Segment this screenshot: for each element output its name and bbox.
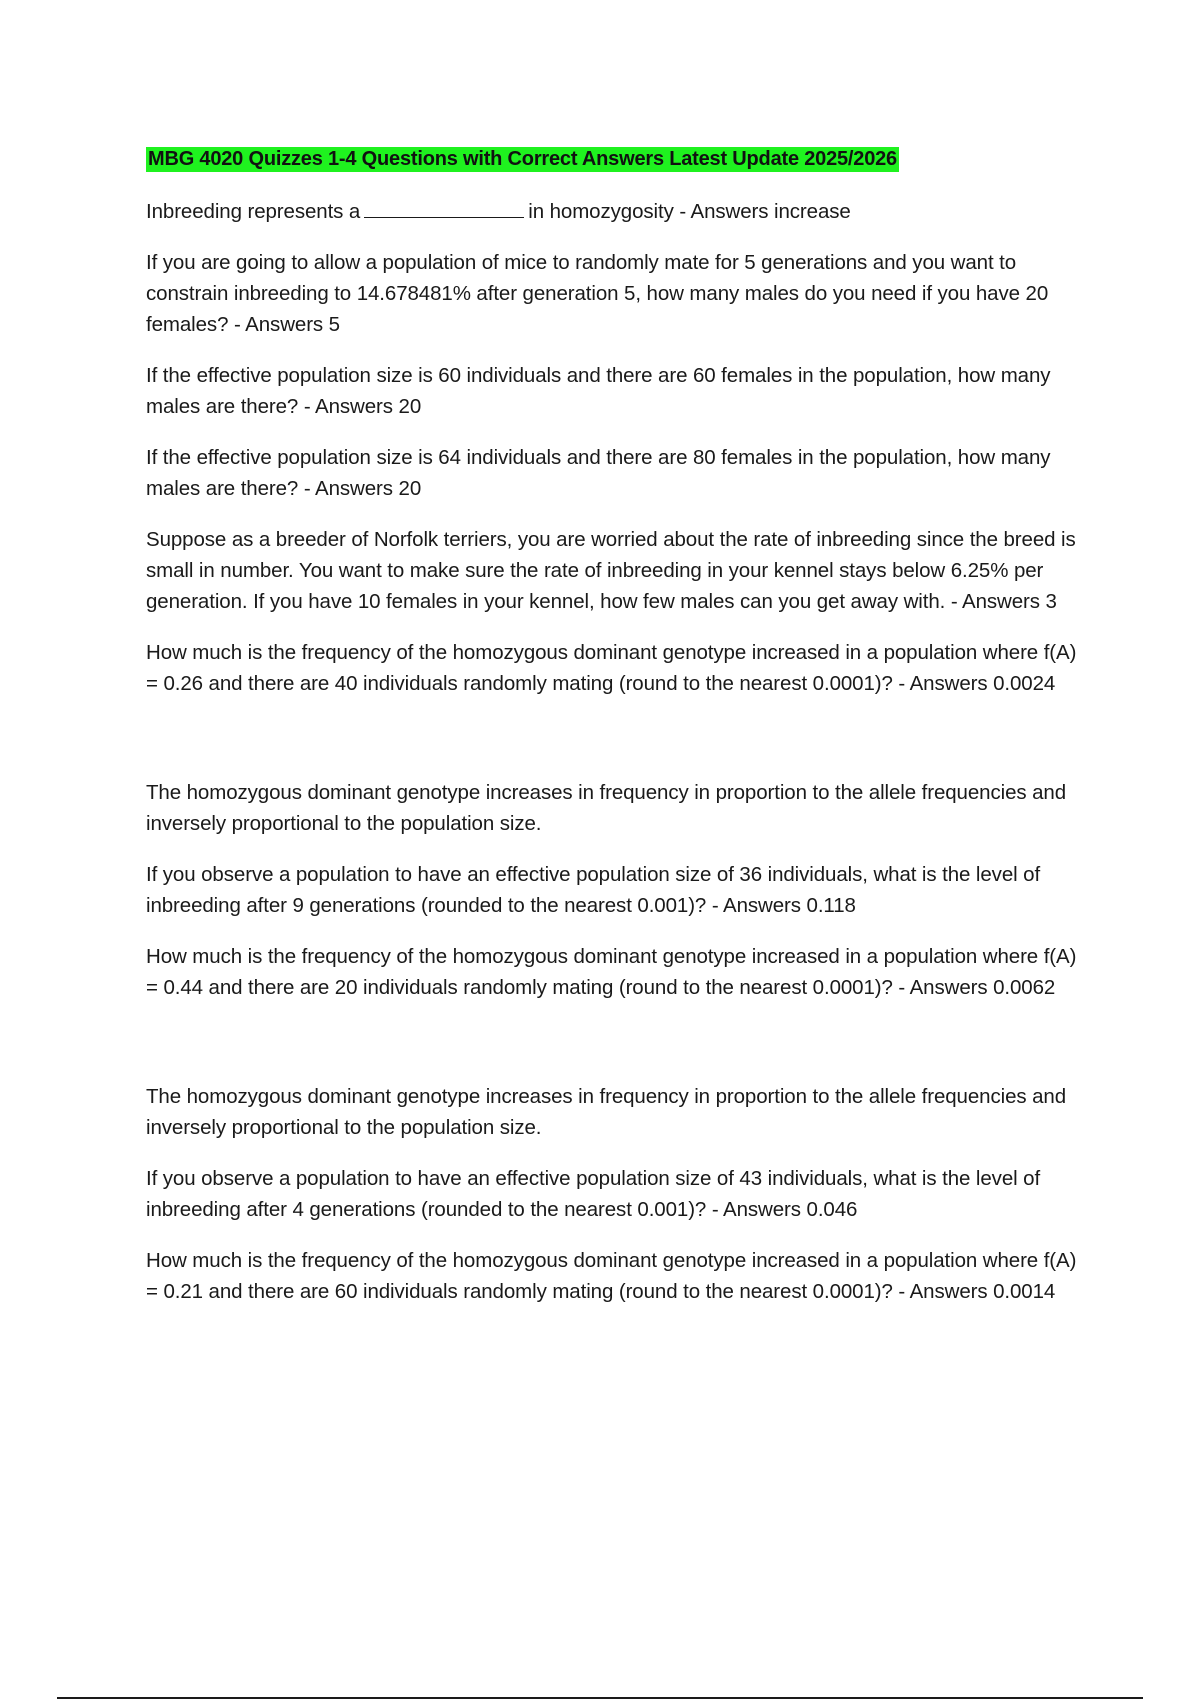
explanation-paragraph: The homozygous dominant genotype increases in frequency in proportion to the allele frequencies and inversely proportional to the population size. — [146, 1085, 1067, 1139]
question-paragraph: If you observe a population to have an effective population size of 43 individuals, what is the level of inbreeding after 4 generations (rounded to the nearest 0.001)? - Answers 0.046 — [146, 1167, 1041, 1221]
question-paragraph: How much is the frequency of the homozygous dominant genotype increased in a population where f(A) = 0.44 and there are 20 individuals randomly mating (round to the nearest 0.0001)? - Answers 0.0062 — [146, 945, 1077, 999]
question-paragraph: If the effective population size is 64 individuals and there are 80 females in the population, how many males are there? - Answers 20 — [146, 446, 1051, 500]
question-paragraph: If the effective population size is 60 individuals and there are 60 females in the population, how many males are there? - Answers 20 — [146, 364, 1051, 418]
question-text-before-blank: Inbreeding represents a — [146, 200, 361, 223]
answer-blank-line — [364, 199, 524, 218]
question-paragraph: How much is the frequency of the homozygous dominant genotype increased in a population where f(A) = 0.26 and there are 40 individuals randomly mating (round to the nearest 0.0001)? - Answers 0.0024 — [146, 641, 1077, 695]
explanation-paragraph: The homozygous dominant genotype increases in frequency in proportion to the allele frequencies and inversely proportional to the population size. — [146, 781, 1067, 835]
section-spacer — [146, 719, 1086, 777]
question-paragraph: If you observe a population to have an effective population size of 36 individuals, what is the level of inbreeding after 9 generations (rounded to the nearest 0.001)? - Answers 0.118 — [146, 863, 1041, 917]
question-paragraph: Suppose as a breeder of Norfolk terriers, you are worried about the rate of inbreeding since the breed is small in number. You want to make sure the rate of inbreeding in your kennel stays below 6.25% per generation. If you have 10 females in your kennel, how few males can you get away with. - Answers 3 — [146, 528, 1076, 613]
question-paragraph: How much is the frequency of the homozygous dominant genotype increased in a population where f(A) = 0.21 and there are 60 individuals randomly mating (round to the nearest 0.0001)? - Answers 0.0014 — [146, 1249, 1077, 1303]
title-line — [146, 144, 1086, 176]
section-spacer — [146, 1023, 1086, 1081]
document-body — [146, 144, 1086, 1327]
question-text-after-blank: in homozygosity - Answers increase — [528, 200, 851, 223]
question-paragraph: If you are going to allow a population of mice to randomly mate for 5 generations and you want to constrain inbreeding to 14.678481% after generation 5, how many males do you need if you have 20 females? - Answers 5 — [146, 251, 1049, 336]
document-title: MBG 4020 Quizzes 1-4 Questions with Correct Answers Latest Update 2025/2026 — [148, 148, 897, 170]
question-inbreeding-blank — [146, 196, 1086, 227]
footer-divider — [57, 1697, 1143, 1699]
